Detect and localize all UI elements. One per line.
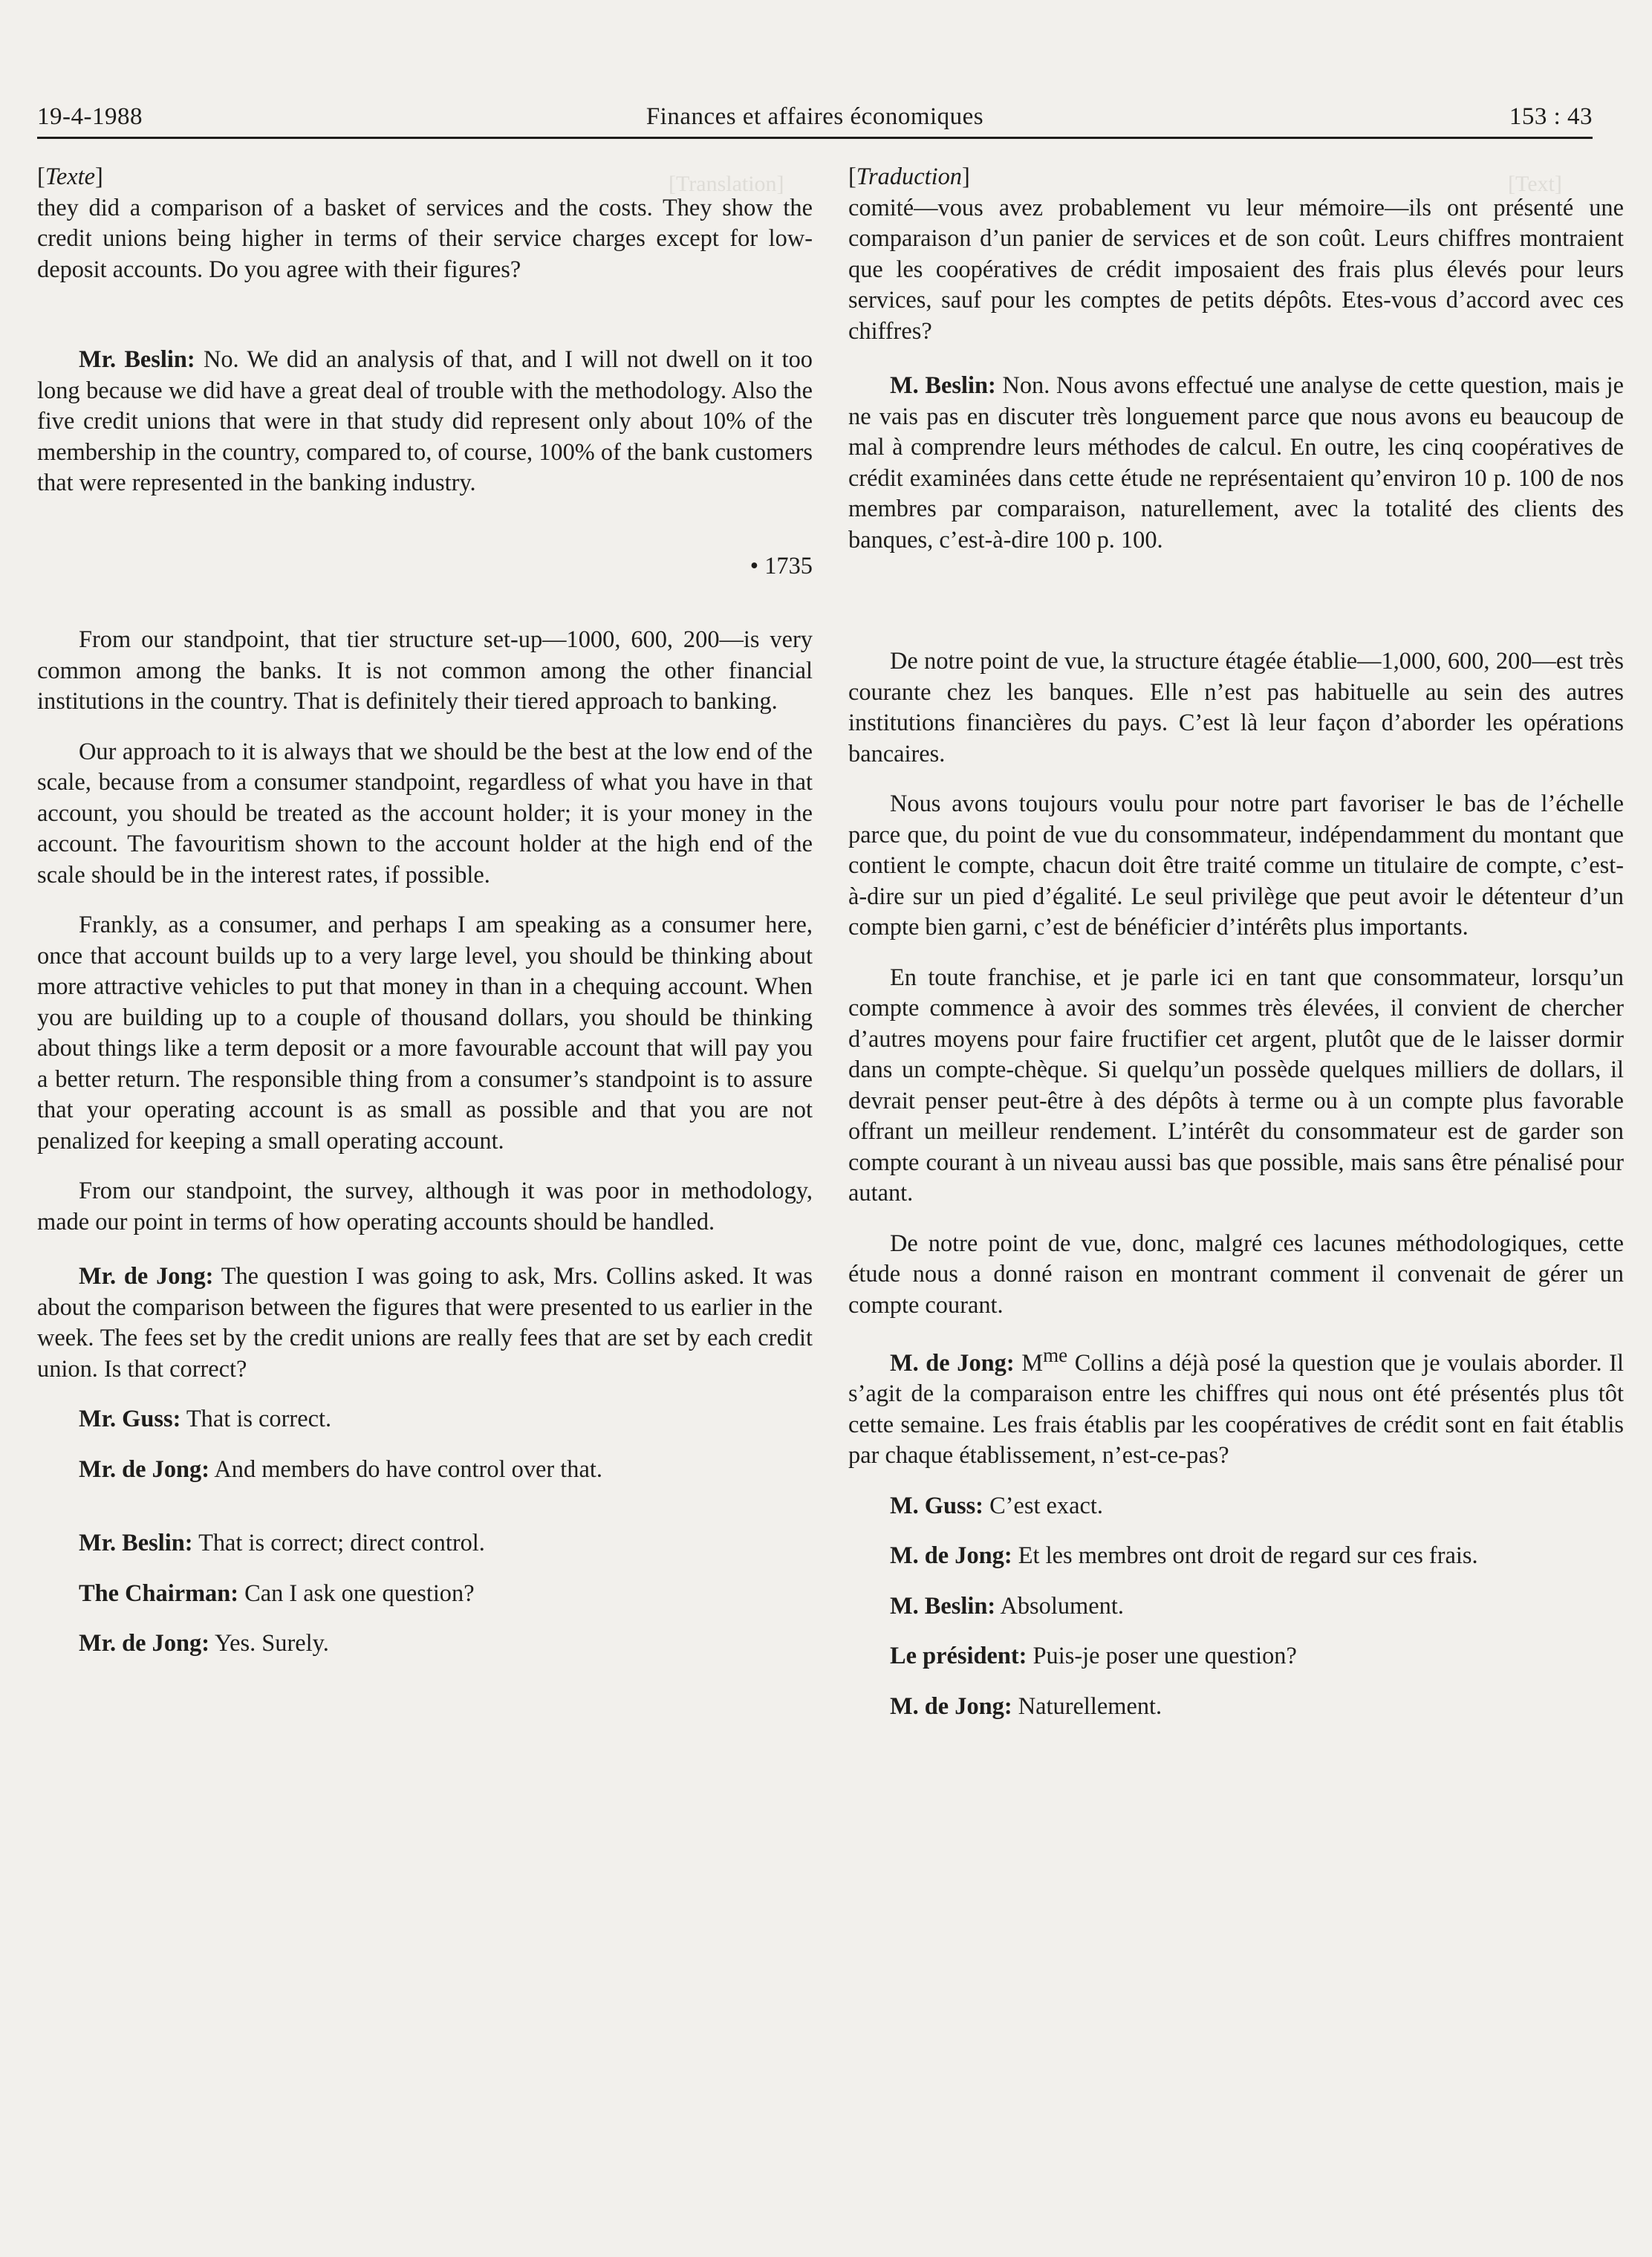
label-text: Texte	[45, 163, 95, 190]
honorific-superscript: me	[1043, 1344, 1068, 1366]
show-through-text: [Text]	[1508, 172, 1562, 196]
speech-text: Et les membres ont droit de regard sur ces frais.	[1012, 1542, 1478, 1570]
speech-paragraph	[37, 1579, 813, 1610]
speaker-name: Mr. Guss:	[79, 1406, 181, 1432]
show-through-text: [Translation]	[669, 172, 784, 196]
speaker-name: M. de Jong:	[890, 1692, 1012, 1720]
speech-paragraph	[37, 1628, 813, 1660]
speech-paragraph	[37, 1404, 813, 1435]
header-rule	[37, 137, 1593, 139]
speech-text: The question I was going to ask, Mrs. Collins asked. It was about the comparison between the figures that were presented to us earlier in the week. The fees set by the credit unions are really fees that are set by each credit union. Is that correct?	[37, 1263, 813, 1383]
paragraph: they did a comparison of a basket of services and the costs. They show the credit unions being higher in terms of their service charges except for low-deposit accounts. Do you agree with their figures?	[37, 194, 813, 283]
speech-text: No. We did an analysis of that, and I will not dwell on it too long because we did have a great deal of trouble with the methodology. Also the five credit unions that were in that study did represent only about 10% of the membership in the country, compared to, of course, 100% of the bank customers that were represented in the banking industry.	[37, 346, 813, 496]
speech-paragraph	[37, 1455, 813, 1486]
speaker-name: M. de Jong:	[890, 1349, 1015, 1377]
speech-paragraph	[37, 345, 813, 499]
speaker-name: M. Guss:	[890, 1492, 983, 1519]
speech-paragraph	[848, 1340, 1624, 1472]
column-label: [Texte]	[37, 163, 103, 190]
paragraph: De notre point de vue, donc, malgré ces lacunes méthodologiques, cette étude nous a donné raison en montrant comment il convenait de gérer un compte courant.	[848, 1230, 1624, 1319]
paragraph: De notre point de vue, la structure étagée établie—1,000, 600, 200—est très courante chez les banques. Elle n’est pas habituelle au sein des autres institutions financières du pays. C’est là leur façon d’aborder les opérations bancaires.	[848, 648, 1624, 767]
speaker-name: M. Beslin:	[890, 372, 996, 399]
speech-text: And members do have control over that.	[209, 1455, 602, 1483]
speaker-name: Le président:	[890, 1643, 1027, 1670]
paragraph: From our standpoint, the survey, although it was poor in methodology, made our point in terms of how operating accounts should be handled.	[37, 1178, 813, 1235]
header-date: 19-4-1988	[37, 103, 143, 130]
paragraph: En toute franchise, et je parle ici en tant que consommateur, lorsqu’un compte commence à avoir des sommes très élevées, il convient de chercher d’autres moyens pour faire fructifier cet argent, plutôt que de le laisser dormir dans un compte-chèque. Si quelqu’un possède quelques milliers de dollars, il devrait penser peut-être à des dépôts à terme ou à un compte plus favorable offrant un meilleur rendement. L’intérêt du consommateur est de garder son compte courant à un niveau aussi bas que possible, mais sans être pénalisé pour autant.	[848, 964, 1624, 1207]
speech-text: Absolument.	[995, 1592, 1124, 1620]
speech-text: Can I ask one question?	[238, 1579, 475, 1607]
speech-text: Puis-je poser une question?	[1027, 1643, 1297, 1670]
speech-text: Non. Nous avons effectué une analyse de cette question, mais je ne vais pas en discuter très longuement parce que nous avons eu beaucoup de mal à comprendre leurs méthodes de calcul. En outre, les cinq coopératives de crédit examinées dans cette étude ne représentaient qu’environ 10 p. 100 de nos membres par comparaison, naturellement, avec la totalité des clients des banques, c’est-à-dire 100 p. 100.	[848, 372, 1624, 553]
speech-text: That is correct; direct control.	[192, 1530, 485, 1556]
speaker-name: M. Beslin:	[890, 1592, 996, 1620]
header-page-number: 153 : 43	[1509, 103, 1593, 130]
english-column	[37, 162, 813, 1660]
speech-paragraph	[848, 1491, 1624, 1522]
speech-text: Naturellement.	[1012, 1692, 1162, 1720]
paragraph: comité—vous avez probablement vu leur mémoire—ils ont présenté une comparaison d’un panier de services et de son coût. Leurs chiffres montraient que les coopératives de crédit imposaient des frais plus élevés pour leurs services, sauf pour les comptes de petits dépôts. Etes-vous d’accord avec ces chiffres?	[848, 194, 1624, 345]
speaker-name: M. de Jong:	[890, 1542, 1012, 1570]
speaker-name: Mr. Beslin:	[79, 346, 195, 373]
speech-paragraph	[848, 1541, 1624, 1572]
french-column	[848, 162, 1624, 1722]
speech-paragraph	[848, 1692, 1624, 1723]
speech-text: Collins a déjà posé la question que je voulais aborder. Il s’agit de la comparaison entre les chiffres qui nous ont été présentés plus tôt cette semaine. Les frais établis par les coopératives de crédit sont en fait établis par chaque établissement, n’est-ce-pas?	[848, 1349, 1624, 1470]
speaker-name: Mr. de Jong:	[79, 1455, 210, 1483]
speech-text: That is correct.	[181, 1406, 332, 1432]
paragraph: Frankly, as a consumer, and perhaps I am speaking as a consumer here, once that account builds up to a very large level, you should be thinking about more attractive vehicles to put that money in than in a chequing account. When you are building up to a couple of thousand dollars, you should be thinking about things like a term deposit or a more favourable account that will pay you a better return. The responsible thing from a consumer’s standpoint is to assure that your operating account is as small as possible and that you are not penalized for keeping a small operating account.	[37, 912, 813, 1155]
column-label: [Traduction]	[848, 163, 970, 190]
speech-text: C’est exact.	[983, 1492, 1103, 1519]
speech-paragraph	[848, 371, 1624, 556]
speaker-name: The Chairman:	[79, 1579, 239, 1607]
honorific: M	[1021, 1349, 1044, 1377]
label-text: Traduction	[856, 163, 962, 190]
paragraph: From our standpoint, that tier structure set-up—1000, 600, 200—is very common among the banks. It is not common among the other financial institutions in the country. That is definitely their tiered approach to banking.	[37, 626, 813, 715]
paragraph: Nous avons toujours voulu pour notre part favoriser le bas de l’échelle parce que, du point de vue du consommateur, indépendamment du montant que contient le compte, chacun doit être traité comme un titulaire de compte, c’est-à-dire sur un pied d’égalité. Le seul privilège que peut avoir le détenteur d’un compte bien garni, c’est de bénéficier d’intérêts plus importants.	[848, 790, 1624, 941]
paragraph: Our approach to it is always that we should be the best at the low end of the scale, because from a consumer standpoint, regardless of what you have in that account, you should be treated as the account holder; it is your money in the account. The favouritism shown to the account holder at the high end of the scale should be in the interest rates, if possible.	[37, 738, 813, 889]
speech-text: Yes. Surely.	[209, 1630, 329, 1657]
speaker-name: Mr. de Jong:	[79, 1630, 210, 1657]
speech-paragraph	[848, 1641, 1624, 1672]
speech-paragraph	[37, 1528, 813, 1559]
header-title: Finances et affaires économiques	[645, 103, 984, 130]
speaker-name: Mr. Beslin:	[79, 1530, 193, 1556]
speech-paragraph	[848, 1591, 1624, 1623]
page-header	[37, 101, 1593, 137]
speech-paragraph	[37, 1261, 813, 1385]
time-marker: • 1735	[749, 552, 813, 579]
speaker-name: Mr. de Jong:	[79, 1263, 214, 1290]
